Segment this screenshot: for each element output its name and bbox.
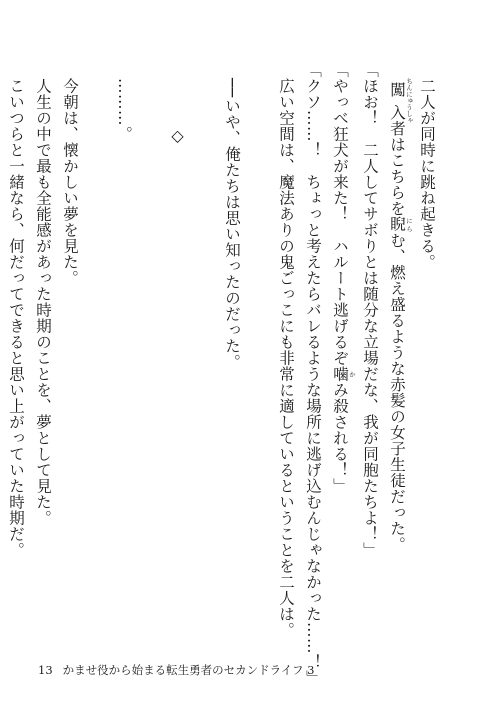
ruby-reading: か xyxy=(348,366,356,382)
text-line: こいつらと一緒なら、何だってできると思い上がっていた時期だ。 xyxy=(7,77,25,558)
blank-line xyxy=(245,62,272,622)
text-segment: 者はこちらを xyxy=(388,120,406,216)
text-line: 広い空間は、魔法ありの鬼ごっこにも非常に適しているということを二人は。 xyxy=(277,77,295,638)
text-segment: 「やっべ狂犬が来た！ ハルート逃げるぞ xyxy=(331,62,349,366)
ruby-base: 闖入 xyxy=(388,77,406,123)
ruby-reading: ちんにゅうしゃ xyxy=(405,77,413,123)
ruby-base: 噛 xyxy=(331,366,349,382)
ruby-word xyxy=(388,216,413,232)
blank-line xyxy=(83,62,110,622)
text-segment: み殺される！」 xyxy=(331,382,349,494)
blank-line xyxy=(137,62,164,622)
text-line: ──いや、俺たちは思い知ったのだった。 xyxy=(223,77,241,370)
blank-line xyxy=(191,62,218,622)
text-line: 「ほお！ 二人してサボりとは随分な立場だな、我が同胞たちよ！」 xyxy=(361,62,379,558)
page-number: 13 xyxy=(38,663,53,677)
text-line: 今朝は、懐かしい夢を見た。 xyxy=(61,77,79,286)
ruby-base: 睨 xyxy=(388,216,406,232)
text-line: 「クソ……！ ちょっと考えたらバレるような場所に逃げ込むんじゃなかった……！」 xyxy=(304,62,322,686)
text-line: ………。 xyxy=(115,77,133,142)
text-segment: む、燃え盛るような赤髪の女子生徒だった。 xyxy=(388,232,406,552)
page-footer xyxy=(38,662,314,678)
scene-break-diamond: ◇ xyxy=(168,126,187,146)
text-line xyxy=(383,62,413,622)
ruby-reading: にら xyxy=(405,216,413,232)
text-line: 二人が同時に跳ね起きる。 xyxy=(418,77,436,270)
book-title: かませ役から始まる転生勇者のセカンドライフ 3 xyxy=(62,663,315,677)
ruby-word xyxy=(388,77,413,123)
text-line xyxy=(326,62,356,622)
text-line: 人生の中で最も全能感があった時期のことを、夢として見た。 xyxy=(34,77,52,526)
ruby-word xyxy=(331,366,356,382)
